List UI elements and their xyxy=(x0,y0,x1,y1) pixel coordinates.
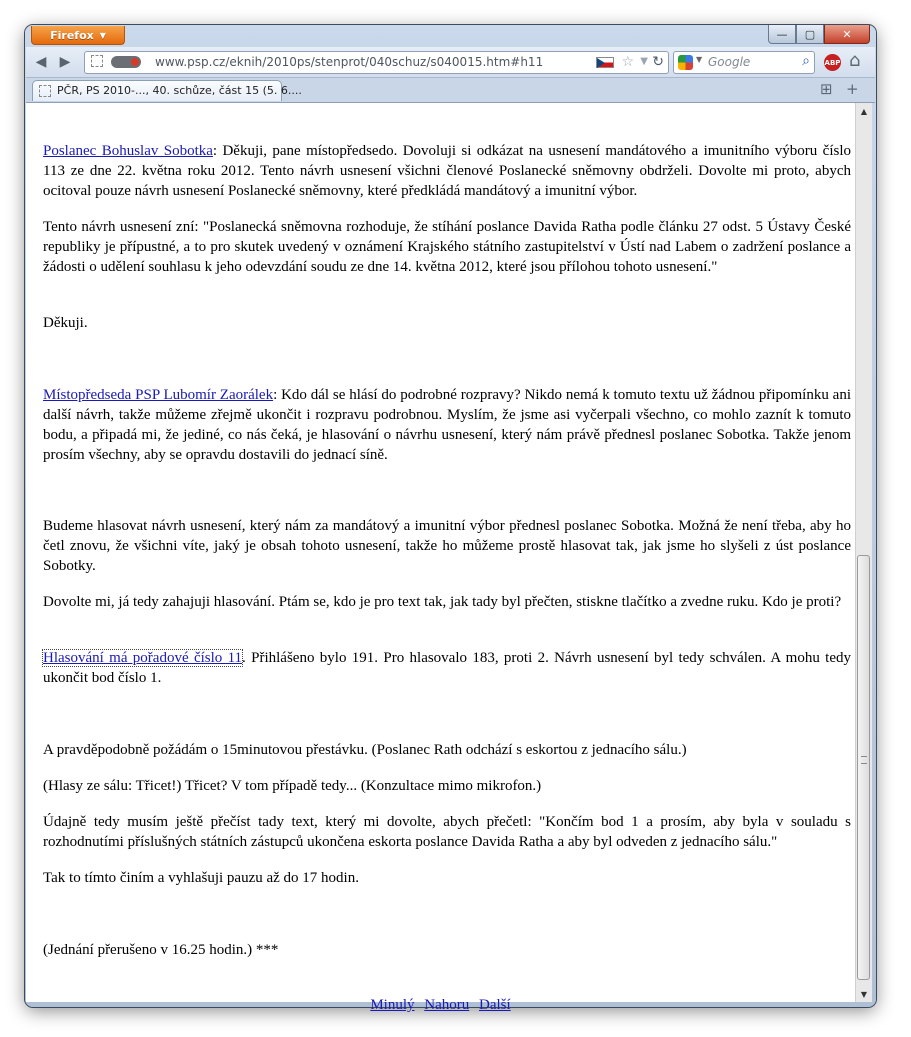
speech-sobotka xyxy=(43,141,851,201)
scrollbar-thumb[interactable] xyxy=(857,555,870,980)
google-engine-icon[interactable] xyxy=(678,55,693,70)
search-input[interactable]: Google xyxy=(708,55,751,69)
resolution-text: Tento návrh usnesení zní: "Poslanecká sněmovna rozhoduje, že stíhání poslance Davida Ratha podle článku 27 odst. 5 Ústavy České republiky je přípustné, a to pro skutek uvedený v oznámení Krajského státního zastupitelství v Ústí nad Labem o zadržení poslance a žádosti o udělení souhlasu k jeho odevzdání soudu ze dne 14. května 2012, které jsou přílohou tohoto usnesení." xyxy=(43,219,851,275)
bookmark-star-icon[interactable]: ☆ xyxy=(621,54,634,70)
site-identity-icon[interactable] xyxy=(111,56,141,68)
speaker-link-zaoralek[interactable]: Místopředseda PSP Lubomír Zaorálek xyxy=(43,387,274,403)
speech-text: : Kdo dál se hlásí do podrobné rozpravy? Nikdo nemá k tomuto textu už žádnou připomínku ani další návrh, takže můžeme zřejmě ukončit i rozpravu podrobnou. Myslím, že jsme asi vyčerpali všechno, co mohlo zaznít k tomuto bodu, a připadá mi, že jediné, co nás čeká, je hlasování o návrhu usnesení, který nám právě přednesl poslanec Sobotka. Takže jenom prosím všechny, aby se opravdu dostavili do jednací síně. xyxy=(43,387,852,463)
search-bar[interactable] xyxy=(673,51,815,74)
voices-text: (Hlasy ze sálu: Třicet!) Třicet? V tom případě tedy... (Konzultace mimo mikrofon.) xyxy=(43,778,542,794)
home-icon[interactable]: ⌂ xyxy=(849,50,861,71)
new-tab-icon[interactable]: + xyxy=(846,80,859,98)
czech-flag-icon xyxy=(596,57,614,68)
back-arrow-icon[interactable]: ◀ xyxy=(35,54,47,70)
prev-link[interactable]: Minulý xyxy=(370,997,415,1013)
maximize-button[interactable]: ▢ xyxy=(796,25,824,44)
history-dropdown-icon[interactable]: ▼ xyxy=(640,56,648,67)
url-text[interactable]: www.psp.cz/eknih/2010ps/stenprot/040schuz/s040015.htm#h11 xyxy=(155,55,544,69)
pause-text: Tak to tímto činím a vyhlašuji pauzu až do 17 hodin. xyxy=(43,870,359,886)
title-bar xyxy=(25,25,876,47)
vertical-scrollbar[interactable] xyxy=(855,103,872,1002)
navigation-toolbar xyxy=(26,47,875,78)
url-bar[interactable] xyxy=(84,51,669,74)
tab-title[interactable]: PČR, PS 2010-..., 40. schůze, část 15 (5. 6.... xyxy=(57,84,302,97)
tab-favicon-icon xyxy=(39,85,51,97)
tab-active[interactable] xyxy=(32,80,302,101)
page-identity-icon[interactable] xyxy=(91,55,103,67)
vote-link-11[interactable]: Hlasování má pořadové číslo 11 xyxy=(43,650,243,666)
grip-icon xyxy=(861,756,867,764)
forward-arrow-icon[interactable]: ▶ xyxy=(59,54,71,70)
top-link[interactable]: Nahoru xyxy=(424,997,470,1013)
firefox-menu-label: Firefox xyxy=(50,28,94,42)
scroll-down-arrow-icon[interactable]: ▼ xyxy=(860,989,868,999)
engine-dropdown-icon[interactable]: ▼ xyxy=(696,55,703,64)
tab-groups-icon[interactable]: ⊞ xyxy=(820,80,833,98)
voting-start-text: Dovolte mi, já tedy zahajuji hlasování. Ptám se, kdo je pro text tak, jak tady byl přečten, stiskne tlačítko a zvedne ruku. Kdo je proti? xyxy=(43,594,842,610)
tab-bar xyxy=(26,78,875,103)
reload-icon[interactable]: ↻ xyxy=(652,54,664,70)
break-request-text: A pravděpodobně požádám o 15minutovou přestávku. (Poslanec Rath odchází s eskortou z jednacího sálu.) xyxy=(43,742,687,758)
thanks-text: Děkuji. xyxy=(43,315,88,331)
next-link[interactable]: Další xyxy=(479,997,511,1013)
scroll-up-arrow-icon[interactable]: ▲ xyxy=(860,106,868,116)
close-button[interactable]: ✕ xyxy=(824,25,870,44)
browser-window xyxy=(25,25,876,1013)
firefox-menu-button[interactable] xyxy=(31,26,125,45)
voting-result-text: . Přihlášeno bylo 191. Pro hlasovalo 183, proti 2. Návrh usnesení byl tedy schválen. A mohu tedy ukončit bod číslo 1. xyxy=(43,650,851,686)
page-content xyxy=(26,103,855,1013)
minimize-button[interactable]: — xyxy=(768,25,796,44)
adjournment-text: (Jednání přerušeno v 16.25 hodin.) *** xyxy=(43,942,279,958)
voting-result xyxy=(43,648,851,688)
search-icon[interactable]: ⌕ xyxy=(802,53,810,69)
speech-text: : Děkuji, pane místopředsedo. Dovoluji si odkázat na usnesení mandátového a imunitního výboru číslo 113 ze dne 22. května roku 2012. Tento návrh usnesení všichni členové Poslanecké sněmovny obdrželi. Dovolte mi proto, abych ocitoval pouze návrh usnesení Poslanecké sněmovny, které předkládá mandátový a imunitní výbor. xyxy=(43,143,851,199)
footer-navigation xyxy=(26,995,855,1015)
adblock-plus-icon[interactable]: ABP xyxy=(824,54,841,71)
closing-statement-text: Údajně tedy musím ještě přečíst tady text, který mi dovolte, abych přečetl: "Končím bod 1 a prosím, aby byla v souladu s rozhodnutími příslušných státních zástupců ukončena eskorta poslance Davida Ratha a aby byl odveden z jednacího sálu." xyxy=(43,814,851,850)
voting-intro-text: Budeme hlasovat návrh usnesení, který nám za mandátový a imunitní výbor přednesl poslanec Sobotka. Možná že není třeba, aby ho četl znovu, že všichni víte, jaký je obsah tohoto usnesení, takže ho můžeme prostě hlasovat tak, jak jsme ho slyšeli z úst poslance Sobotky. xyxy=(43,518,851,574)
speaker-link-sobotka[interactable]: Poslanec Bohuslav Sobotka xyxy=(43,143,213,159)
window-controls xyxy=(768,25,870,44)
chevron-down-icon: ▼ xyxy=(99,30,106,40)
speech-zaoralek xyxy=(43,385,851,465)
